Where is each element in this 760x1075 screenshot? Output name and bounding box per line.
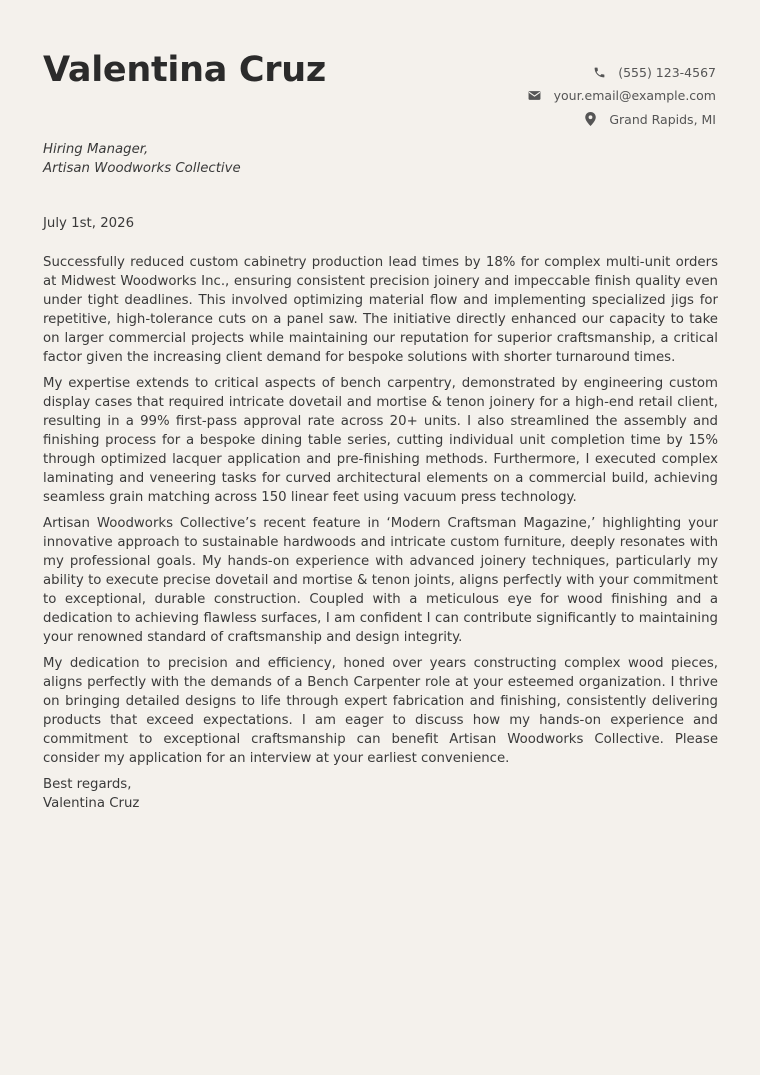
body-paragraph-2: My expertise extends to critical aspects of bench carpentry, demonstrated by engineering custom display cases that required intricate dovetail and mortise & tenon joinery for a high-end retail client, resulting in a 99% first-pass approval rate across 20+ units. I also streamlined the assembly and finishing process for a bespoke dining table series, cutting individual unit completion time by 15% through optimized lacquer application and pre-finishing methods. Furthermore, I executed complex laminating and veneering tasks for curved architectural elements on a commercial build, achieving seamless grain matching across 150 linear feet using vacuum press technology. <box>43 376 718 505</box>
letter-body <box>43 253 718 813</box>
location-text: Grand Rapids, MI <box>609 111 716 127</box>
closing-salutation: Best regards, <box>43 777 132 792</box>
recipient-title: Hiring Manager, <box>43 142 149 157</box>
applicant-name: Valentina Cruz <box>43 50 326 90</box>
contact-email <box>528 84 716 107</box>
body-paragraph-1: Successfully reduced custom cabinetry production lead times by 18% for complex multi-unit orders at Midwest Woodworks Inc., ensuring consistent precision joinery and impeccable finish quality even under tight deadlines. This involved optimizing material flow and implementing specialized jigs for repetitive, high-tolerance cuts on a panel saw. The initiative directly enhanced our capacity to take on larger commercial projects while maintaining our reputation for superior craftsmanship, a critical factor given the increasing client demand for bespoke solutions with shorter turnaround times. <box>43 255 718 365</box>
contact-block <box>528 61 716 131</box>
map-pin-icon <box>583 112 597 126</box>
signoff-block <box>43 775 718 813</box>
email-text: your.email@example.com <box>553 88 716 104</box>
phone-icon <box>592 66 606 80</box>
recipient-block <box>43 140 241 178</box>
body-paragraph-4: My dedication to precision and efficiency, honed over years constructing complex wood pieces, aligns perfectly with the demands of a Bench Carpenter role at your esteemed organization. I thrive on bringing detailed designs to life through expert fabrication and finishing, consistently delivering products that exceed expectations. I am eager to discuss how my hands-on experience and commitment to exceptional craftsmanship can benefit Artisan Woodworks Collective. Please consider my application for an interview at your earliest convenience. <box>43 656 718 766</box>
envelope-icon <box>528 89 542 103</box>
contact-phone <box>528 61 716 84</box>
contact-location <box>528 108 716 131</box>
recipient-company: Artisan Woodworks Collective <box>43 161 241 176</box>
phone-text: (555) 123-4567 <box>618 65 716 81</box>
closing-signature: Valentina Cruz <box>43 796 140 811</box>
letter-date: July 1st, 2026 <box>43 216 135 231</box>
body-paragraph-3: Artisan Woodworks Collective’s recent feature in ‘Modern Craftsman Magazine,’ highlighting your innovative approach to sustainable hardwoods and intricate custom furniture, deeply resonates with my professional goals. My hands-on experience with advanced joinery techniques, particularly my ability to execute precise dovetail and mortise & tenon joints, aligns perfectly with your commitment to exceptional, durable construction. Coupled with a meticulous eye for wood finishing and a dedication to achieving flawless surfaces, I am confident I can contribute significantly to maintaining your renowned standard of craftsmanship and design integrity. <box>43 516 718 645</box>
